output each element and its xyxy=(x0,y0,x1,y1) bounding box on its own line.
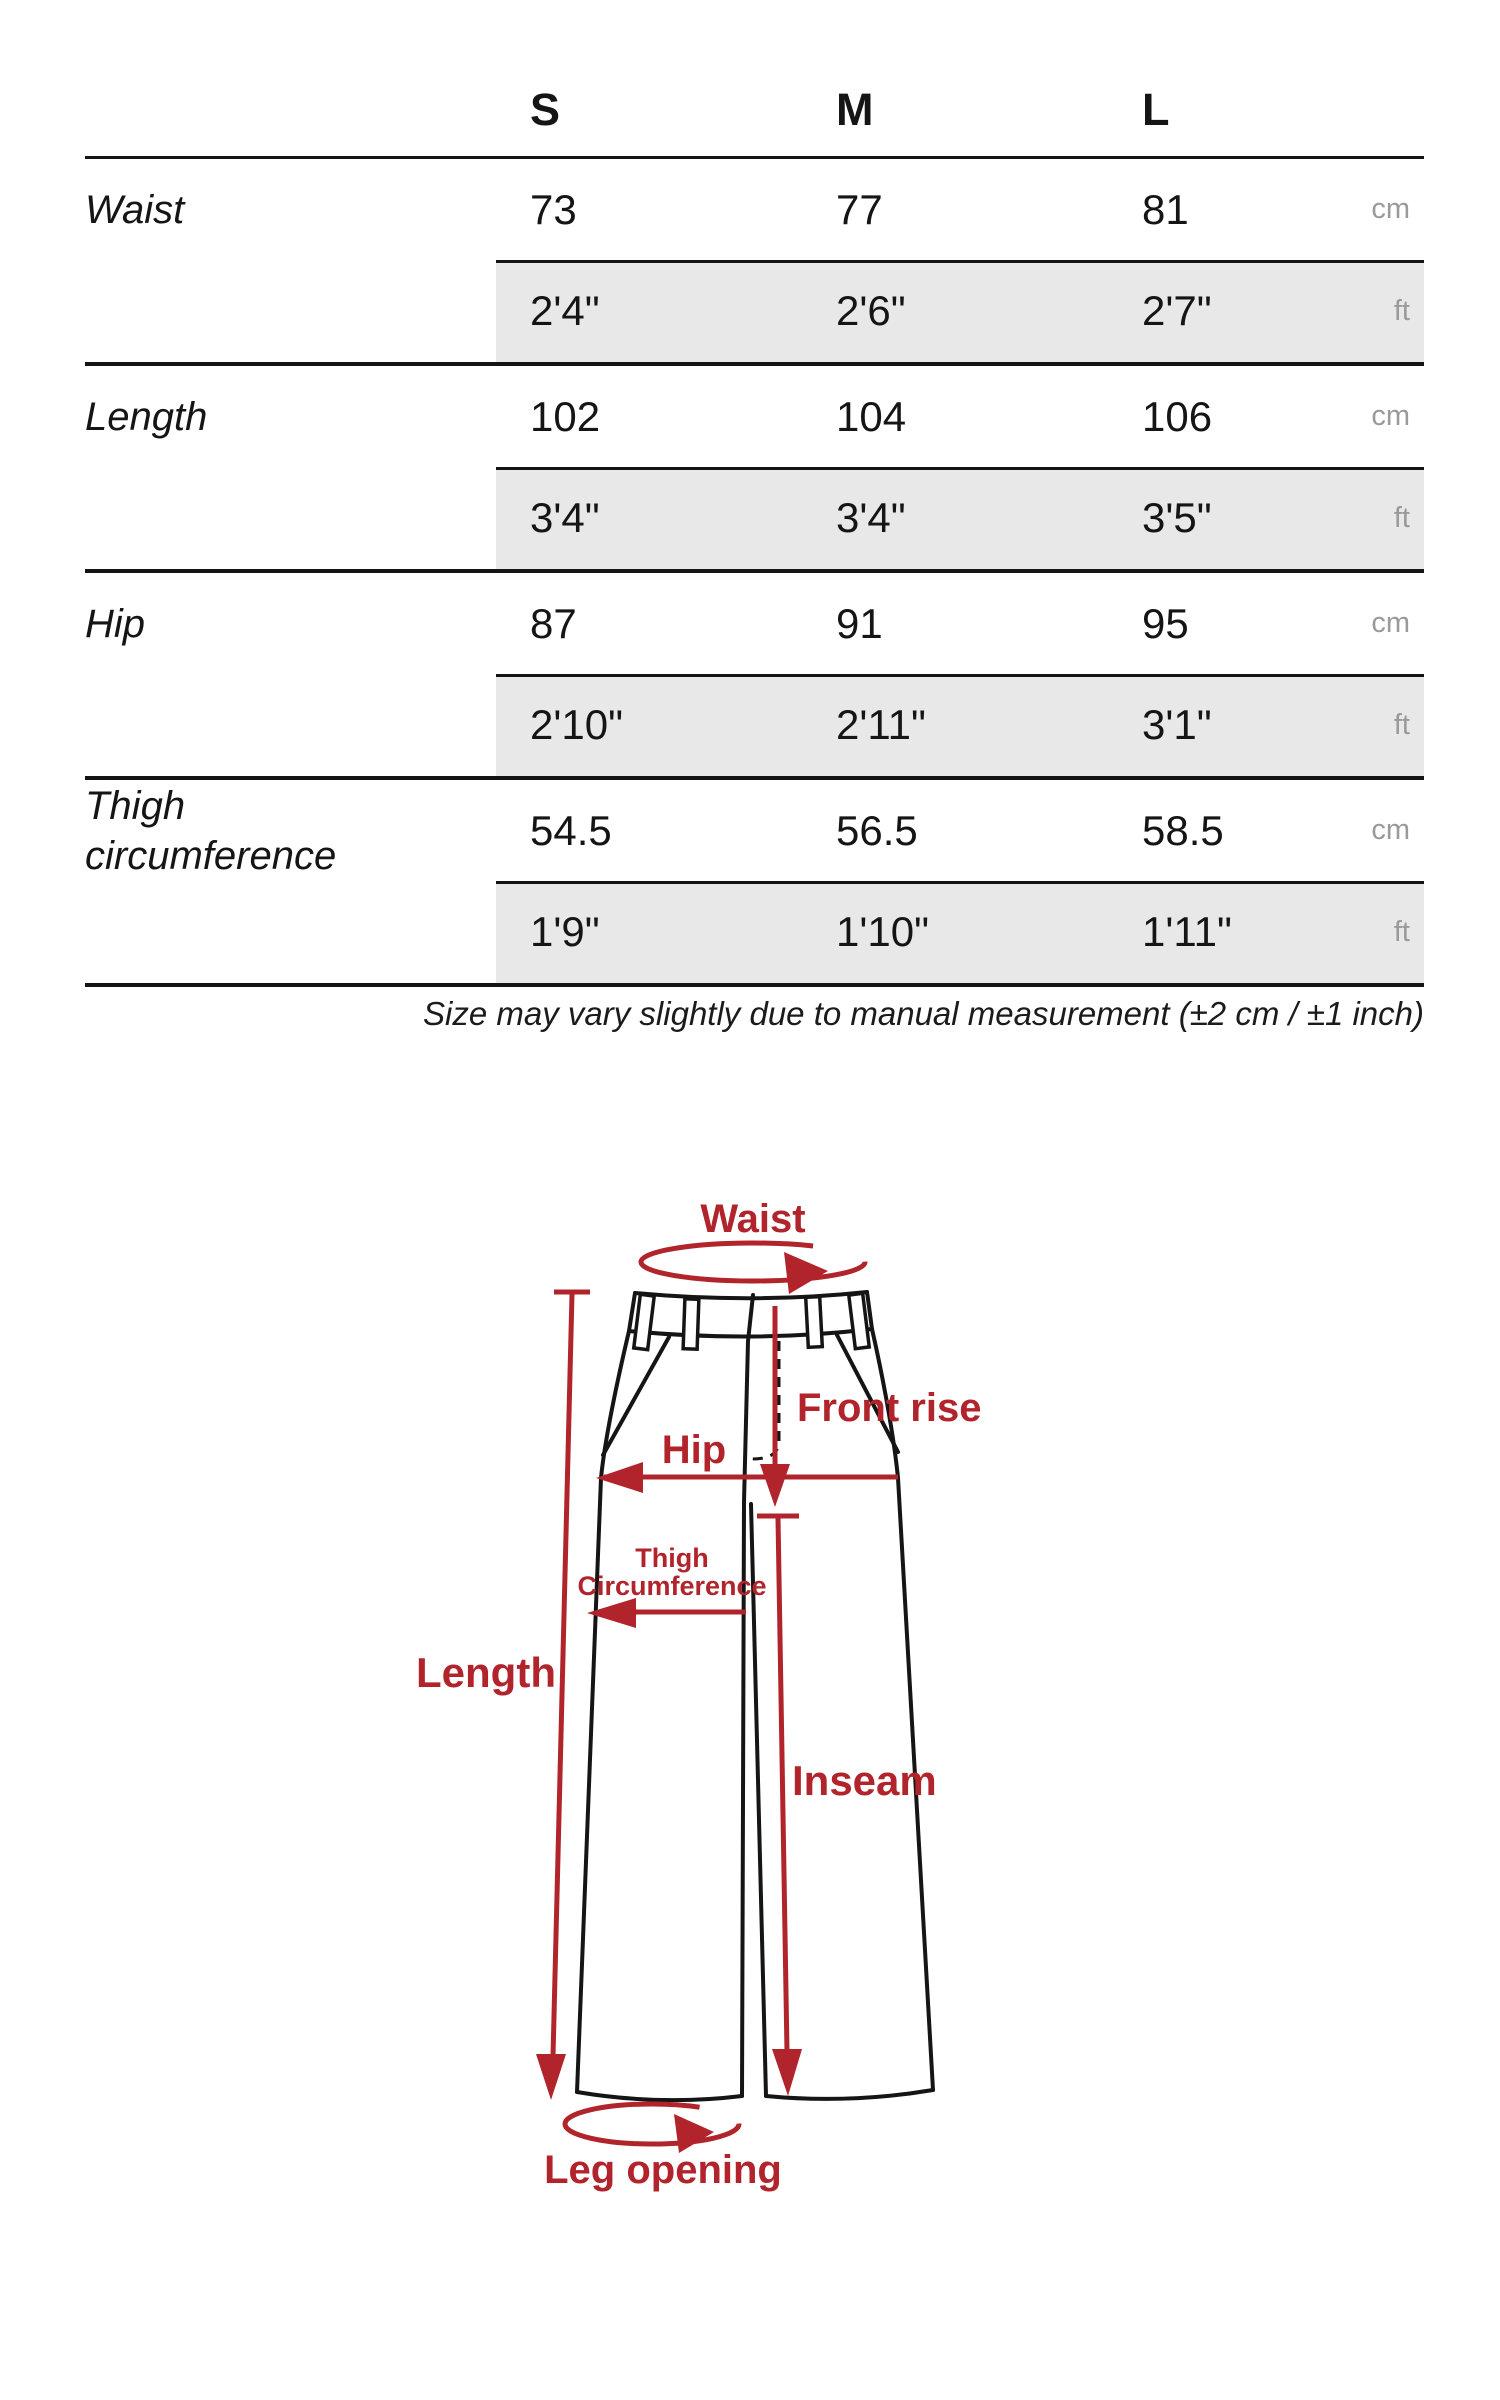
value-cell: 95 xyxy=(1142,599,1189,647)
belt-loop xyxy=(849,1293,869,1348)
size-header-s: S xyxy=(530,84,561,135)
unit-label-cm: cm xyxy=(1371,193,1410,225)
value-cell: 3'1" xyxy=(1142,701,1212,748)
value-cell: 58.5 xyxy=(1142,806,1224,854)
row-label: Length xyxy=(85,394,208,439)
value-cell: 3'5" xyxy=(1142,494,1212,541)
table-row xyxy=(85,881,1424,983)
value-cell: 1'9" xyxy=(530,908,600,955)
unit-label-cm: cm xyxy=(1371,607,1410,639)
table-group-hip xyxy=(85,573,1424,780)
length-label: Length xyxy=(416,1649,556,1696)
hip-measure-arrow xyxy=(596,1462,898,1493)
value-cell: 56.5 xyxy=(836,806,918,854)
belt-loop xyxy=(806,1297,823,1348)
value-cell: 3'4" xyxy=(836,494,906,541)
value-cell: 73 xyxy=(530,185,577,233)
value-cell: 1'11" xyxy=(1142,908,1232,955)
value-cell: 2'7" xyxy=(1142,287,1212,334)
front-rise-label: Front rise xyxy=(797,1386,982,1430)
waist-label: Waist xyxy=(700,1197,806,1241)
value-cell: 77 xyxy=(836,185,883,233)
value-cell: 81 xyxy=(1142,185,1189,233)
table-row xyxy=(85,573,1424,674)
table-row xyxy=(85,366,1424,467)
value-cell: 2'10" xyxy=(530,701,624,748)
belt-loop xyxy=(634,1294,654,1349)
leg-opening-measure-arrow xyxy=(565,2104,739,2153)
value-cell: 1'10" xyxy=(836,908,930,955)
hip-label: Hip xyxy=(661,1428,727,1472)
size-header-l: L xyxy=(1142,84,1170,135)
row-label: Waist xyxy=(85,187,185,232)
table-group-waist xyxy=(85,159,1424,366)
leg-opening-label: Leg opening xyxy=(544,2148,782,2192)
value-cell: 2'4" xyxy=(530,287,600,334)
unit-label-ft: ft xyxy=(1393,708,1410,741)
value-cell: 2'11" xyxy=(836,701,926,748)
value-cell: 106 xyxy=(1142,392,1213,440)
thigh-label-line1: Thigh xyxy=(635,1543,709,1573)
value-cell: 87 xyxy=(530,599,577,647)
table-group-thigh xyxy=(85,780,1424,987)
table-row xyxy=(85,674,1424,776)
table-group-length xyxy=(85,366,1424,573)
value-cell: 3'4" xyxy=(530,494,600,541)
size-header-m: M xyxy=(836,84,874,135)
table-row xyxy=(85,260,1424,362)
value-cell: 54.5 xyxy=(530,806,612,854)
arrowhead-icon xyxy=(536,2054,566,2100)
value-cell: 91 xyxy=(836,599,883,647)
value-cell: 2'6" xyxy=(836,287,906,334)
unit-label-cm: cm xyxy=(1371,814,1410,846)
pants-measurement-diagram xyxy=(0,1140,1500,2300)
table-row xyxy=(85,780,1424,881)
row-label: Hip xyxy=(85,601,146,646)
value-cell: 104 xyxy=(836,392,907,440)
thigh-measure-arrow xyxy=(587,1598,746,1628)
row-label: Thigh circumference xyxy=(85,783,337,878)
size-table-header xyxy=(85,64,1424,159)
unit-label-ft: ft xyxy=(1393,915,1410,948)
arrowhead-icon xyxy=(784,1252,828,1294)
belt-loop xyxy=(683,1299,699,1349)
thigh-label-line2: Circumference xyxy=(577,1571,767,1601)
table-row xyxy=(85,467,1424,569)
arrowhead-icon xyxy=(772,2049,802,2096)
unit-label-ft: ft xyxy=(1393,294,1410,327)
inseam-label: Inseam xyxy=(792,1757,937,1804)
value-cell: 102 xyxy=(530,392,601,440)
table-row xyxy=(85,159,1424,260)
measurement-disclaimer: Size may vary slightly due to manual measurement (±2 cm / ±1 inch) xyxy=(423,995,1424,1032)
waist-measure-arrow xyxy=(641,1243,865,1294)
unit-label-ft: ft xyxy=(1393,501,1410,534)
arrowhead-icon xyxy=(760,1464,790,1507)
unit-label-cm: cm xyxy=(1371,400,1410,432)
size-table xyxy=(85,64,1424,1033)
